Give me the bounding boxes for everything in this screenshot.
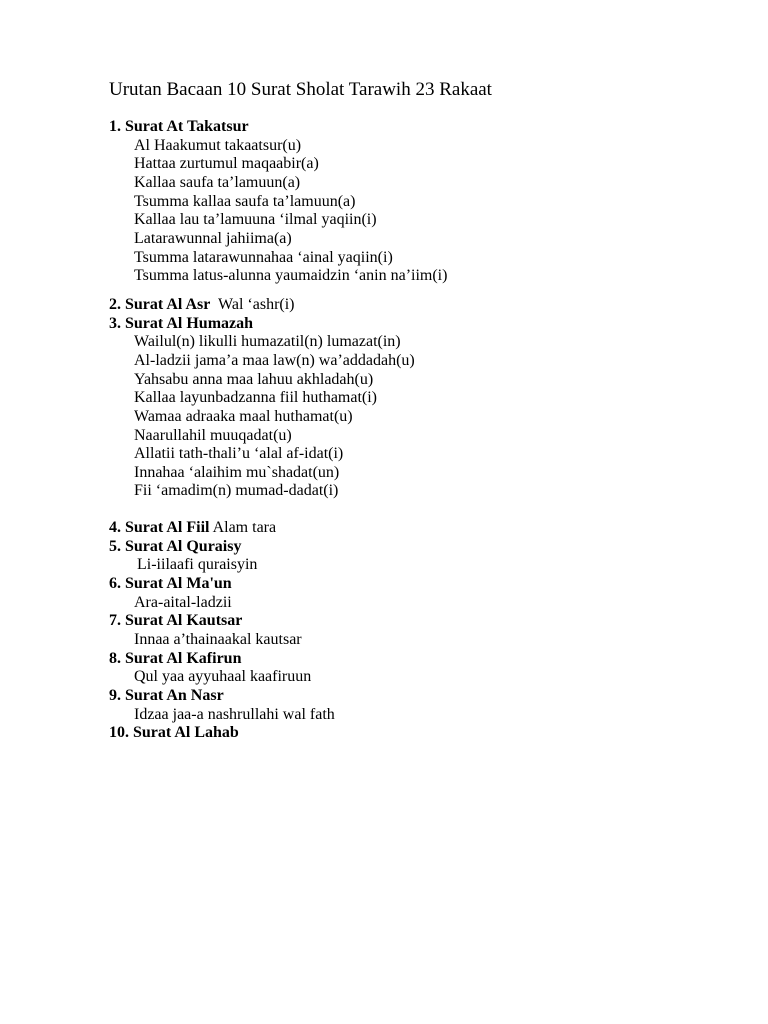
surah-heading: 6. Surat Al Ma'un <box>109 575 232 593</box>
verse-line: Idzaa jaa-a nashrullahi wal fath <box>134 705 335 723</box>
surah-heading-row <box>109 315 749 334</box>
surah-heading-row <box>109 575 749 594</box>
spacer <box>109 501 749 519</box>
verse-line: Naarullahil muuqadat(u) <box>134 426 292 444</box>
surah-heading-row <box>109 650 749 669</box>
verse-line: Ara-aital-ladzii <box>134 593 232 611</box>
surah-heading-row <box>109 519 749 538</box>
verse-line: Tsumma latarawunnahaa ‘ainal yaqiin(i) <box>134 248 393 266</box>
surah-heading-row <box>109 118 749 137</box>
verse-line: Fii ‘amadim(n) mumad-dadat(i) <box>134 482 339 500</box>
inline-verse: Alam tara <box>209 519 277 537</box>
verse-line: Kallaa lau ta’lamuuna ‘ilmal yaqiin(i) <box>134 211 377 229</box>
surah-item <box>109 118 749 286</box>
surah-heading: 5. Surat Al Quraisy <box>109 537 242 555</box>
verse-line: Hattaa zurtumul maqaabir(a) <box>134 155 319 173</box>
surah-item <box>109 575 749 612</box>
surah-heading: 9. Surat An Nasr <box>109 687 224 705</box>
surah-heading-row <box>109 538 749 557</box>
surah-heading: 4. Surat Al Fiil <box>109 519 210 537</box>
surah-item <box>109 687 749 724</box>
surah-item <box>109 650 749 687</box>
verse-line: Latarawunnal jahiima(a) <box>134 229 292 247</box>
verse-line: Al Haakumut takaatsur(u) <box>134 136 302 154</box>
verse-line: Wailul(n) likulli humazatil(n) lumazat(in) <box>134 333 401 351</box>
surah-item <box>109 612 749 649</box>
verse-line: Allatii tath-thali’u ‘alal af-idat(i) <box>134 445 344 463</box>
surah-list <box>109 118 749 743</box>
inline-verse: Wal ‘ashr(i) <box>210 295 295 313</box>
surah-heading: 7. Surat Al Kautsar <box>109 612 243 630</box>
surah-heading-row <box>109 724 749 743</box>
surah-item <box>109 296 749 315</box>
surah-item <box>109 315 749 502</box>
verse-line: Qul yaa ayyuhaal kaafiruun <box>134 668 312 686</box>
verse-line: Li-iilaafi quraisyin <box>137 556 258 574</box>
verse-line: Wamaa adraaka maal huthamat(u) <box>134 407 353 425</box>
surah-heading-row <box>109 612 749 631</box>
surah-heading-row <box>109 296 749 315</box>
verse-line: Al-ladzii jama’a maa law(n) wa’addadah(u) <box>134 351 415 369</box>
verse-line: Innaa a’thainaakal kautsar <box>134 631 302 649</box>
surah-item <box>109 538 749 575</box>
document-title: Urutan Bacaan 10 Surat Sholat Tarawih 23 Rakaat <box>109 79 492 100</box>
surah-item <box>109 519 749 538</box>
verse-line: Tsumma latus-alunna yaumaidzin ‘anin na’iim(i) <box>134 267 448 285</box>
surah-heading: 1. Surat At Takatsur <box>109 118 249 135</box>
verse-line: Tsumma kallaa saufa ta’lamuun(a) <box>134 192 356 210</box>
surah-heading: 3. Surat Al Humazah <box>109 314 254 332</box>
surah-heading: 8. Surat Al Kafirun <box>109 649 242 667</box>
surah-heading-row <box>109 687 749 706</box>
verse-line: Innahaa ‘alaihim mu`shadat(un) <box>134 463 340 481</box>
surah-heading: 2. Surat Al Asr <box>109 295 211 313</box>
verse-line: Kallaa saufa ta’lamuun(a) <box>134 173 301 191</box>
surah-item <box>109 724 749 743</box>
surah-heading: 10. Surat Al Lahab <box>109 724 239 742</box>
spacer <box>109 286 749 296</box>
verse-line: Kallaa layunbadzanna fiil huthamat(i) <box>134 389 378 407</box>
verse-line: Yahsabu anna maa lahuu akhladah(u) <box>134 370 374 388</box>
